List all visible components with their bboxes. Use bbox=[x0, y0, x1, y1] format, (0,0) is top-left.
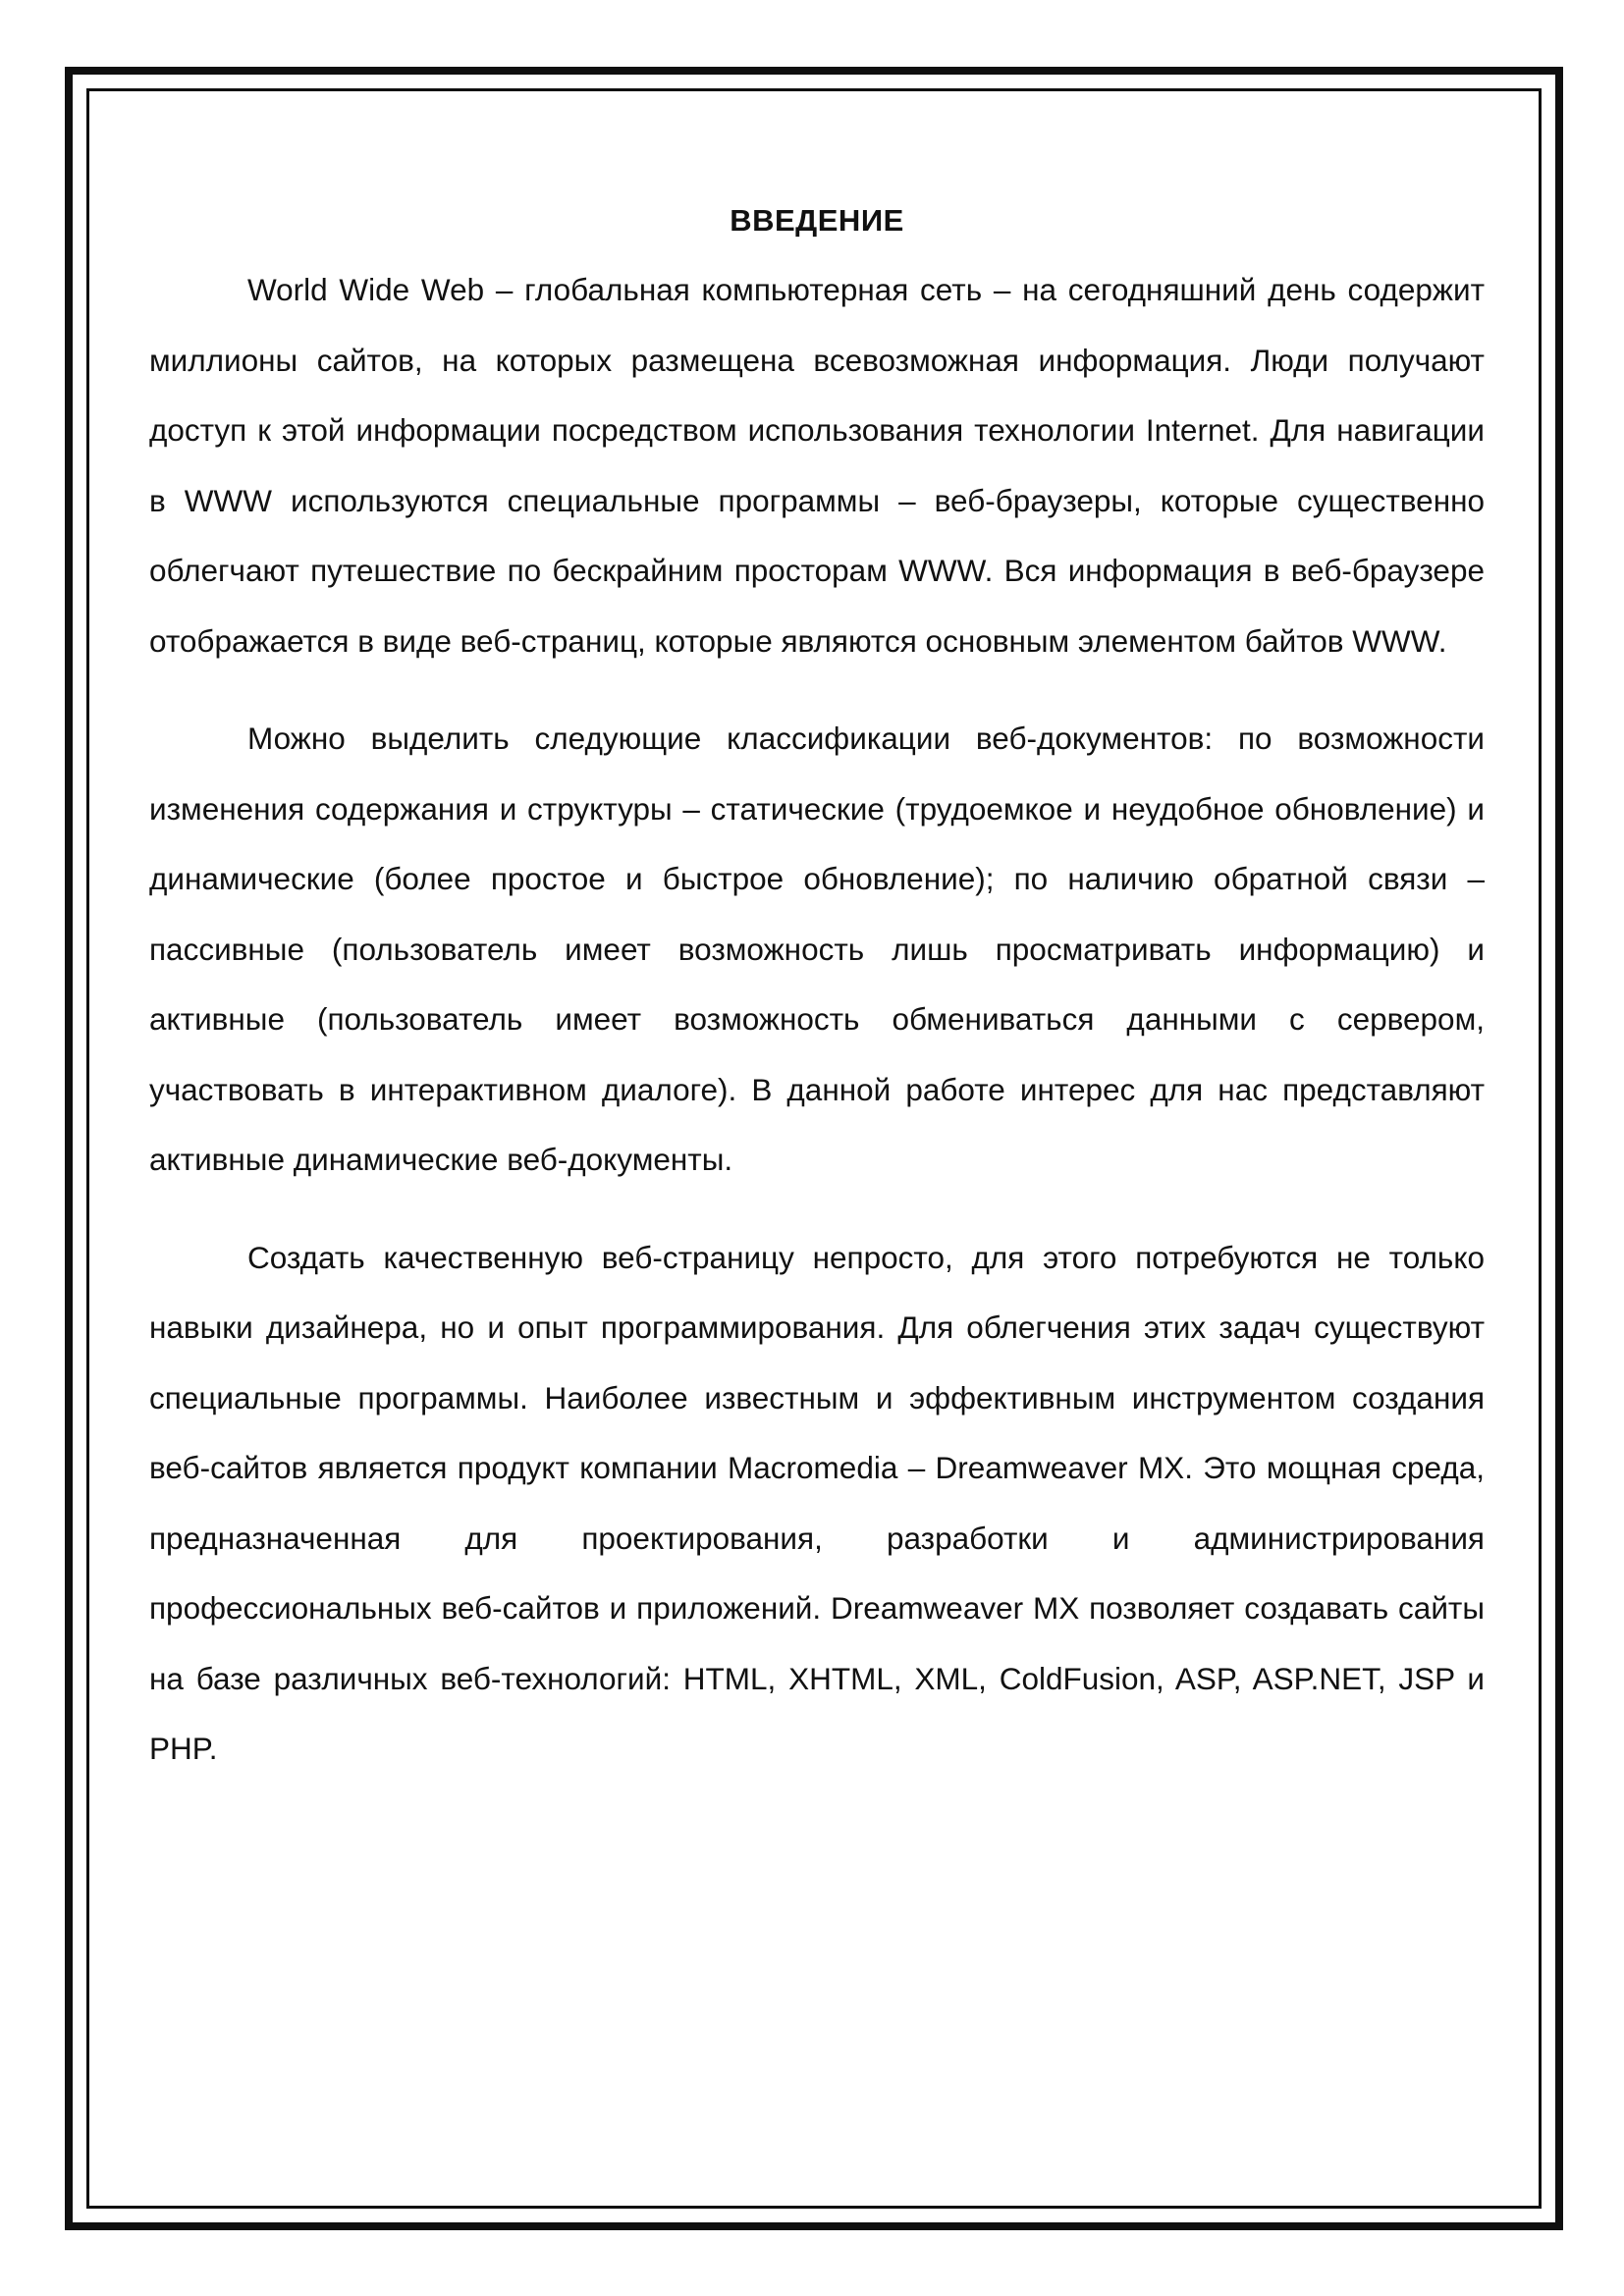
paragraph-3: Создать качественную веб-страницу непросто, для этого потребуются не только навыки дизайнера, но и опыт программирования. Для облегчения этих задач существуют специальные программы. Наиболее известным и эффективным инструментом создания веб-сайтов является продукт компании Macromedia – Dreamweaver MX. Это мощная среда, предназначенная для проектирования, разработки и администрирования профессиональных веб-сайтов и приложений. Dreamweaver MX позволяет создавать сайты на базе различных веб-технологий: HTML, XHTML, XML, ColdFusion, ASP, ASP.NET, JSP и PHP. bbox=[149, 1239, 1485, 1766]
paragraph-1: World Wide Web – глобальная компьютерная сеть – на сегодняшний день содержит миллионы сайтов, на которых размещена всевозможная информация. Люди получают доступ к этой информации посредством использования технологии Internet. Для навигации в WWW используются специальные программы – веб-браузеры, которые существенно облегчают путешествие по бескрайним просторам WWW. Вся информация в веб-браузере отображается в виде веб-страниц, которые являются основным элементом байтов WWW. bbox=[149, 272, 1485, 659]
section-heading: ВВЕДЕНИЕ bbox=[730, 203, 904, 238]
document-body bbox=[149, 187, 1485, 1812]
paragraph-2: Можно выделить следующие классификации веб-документов: по возможности изменения содержания и структуры – статические (трудоемкое и неудобное обновление) и динамические (более простое и быстрое обновление); по наличию обратной связи – пассивные (пользователь имеет возможность лишь просматривать информацию) и активные (пользователь имеет возможность обмениваться данными с сервером, участвовать в интерактивном диалоге). В данной работе интерес для нас представляют активные динамические веб-документы. bbox=[149, 721, 1485, 1177]
